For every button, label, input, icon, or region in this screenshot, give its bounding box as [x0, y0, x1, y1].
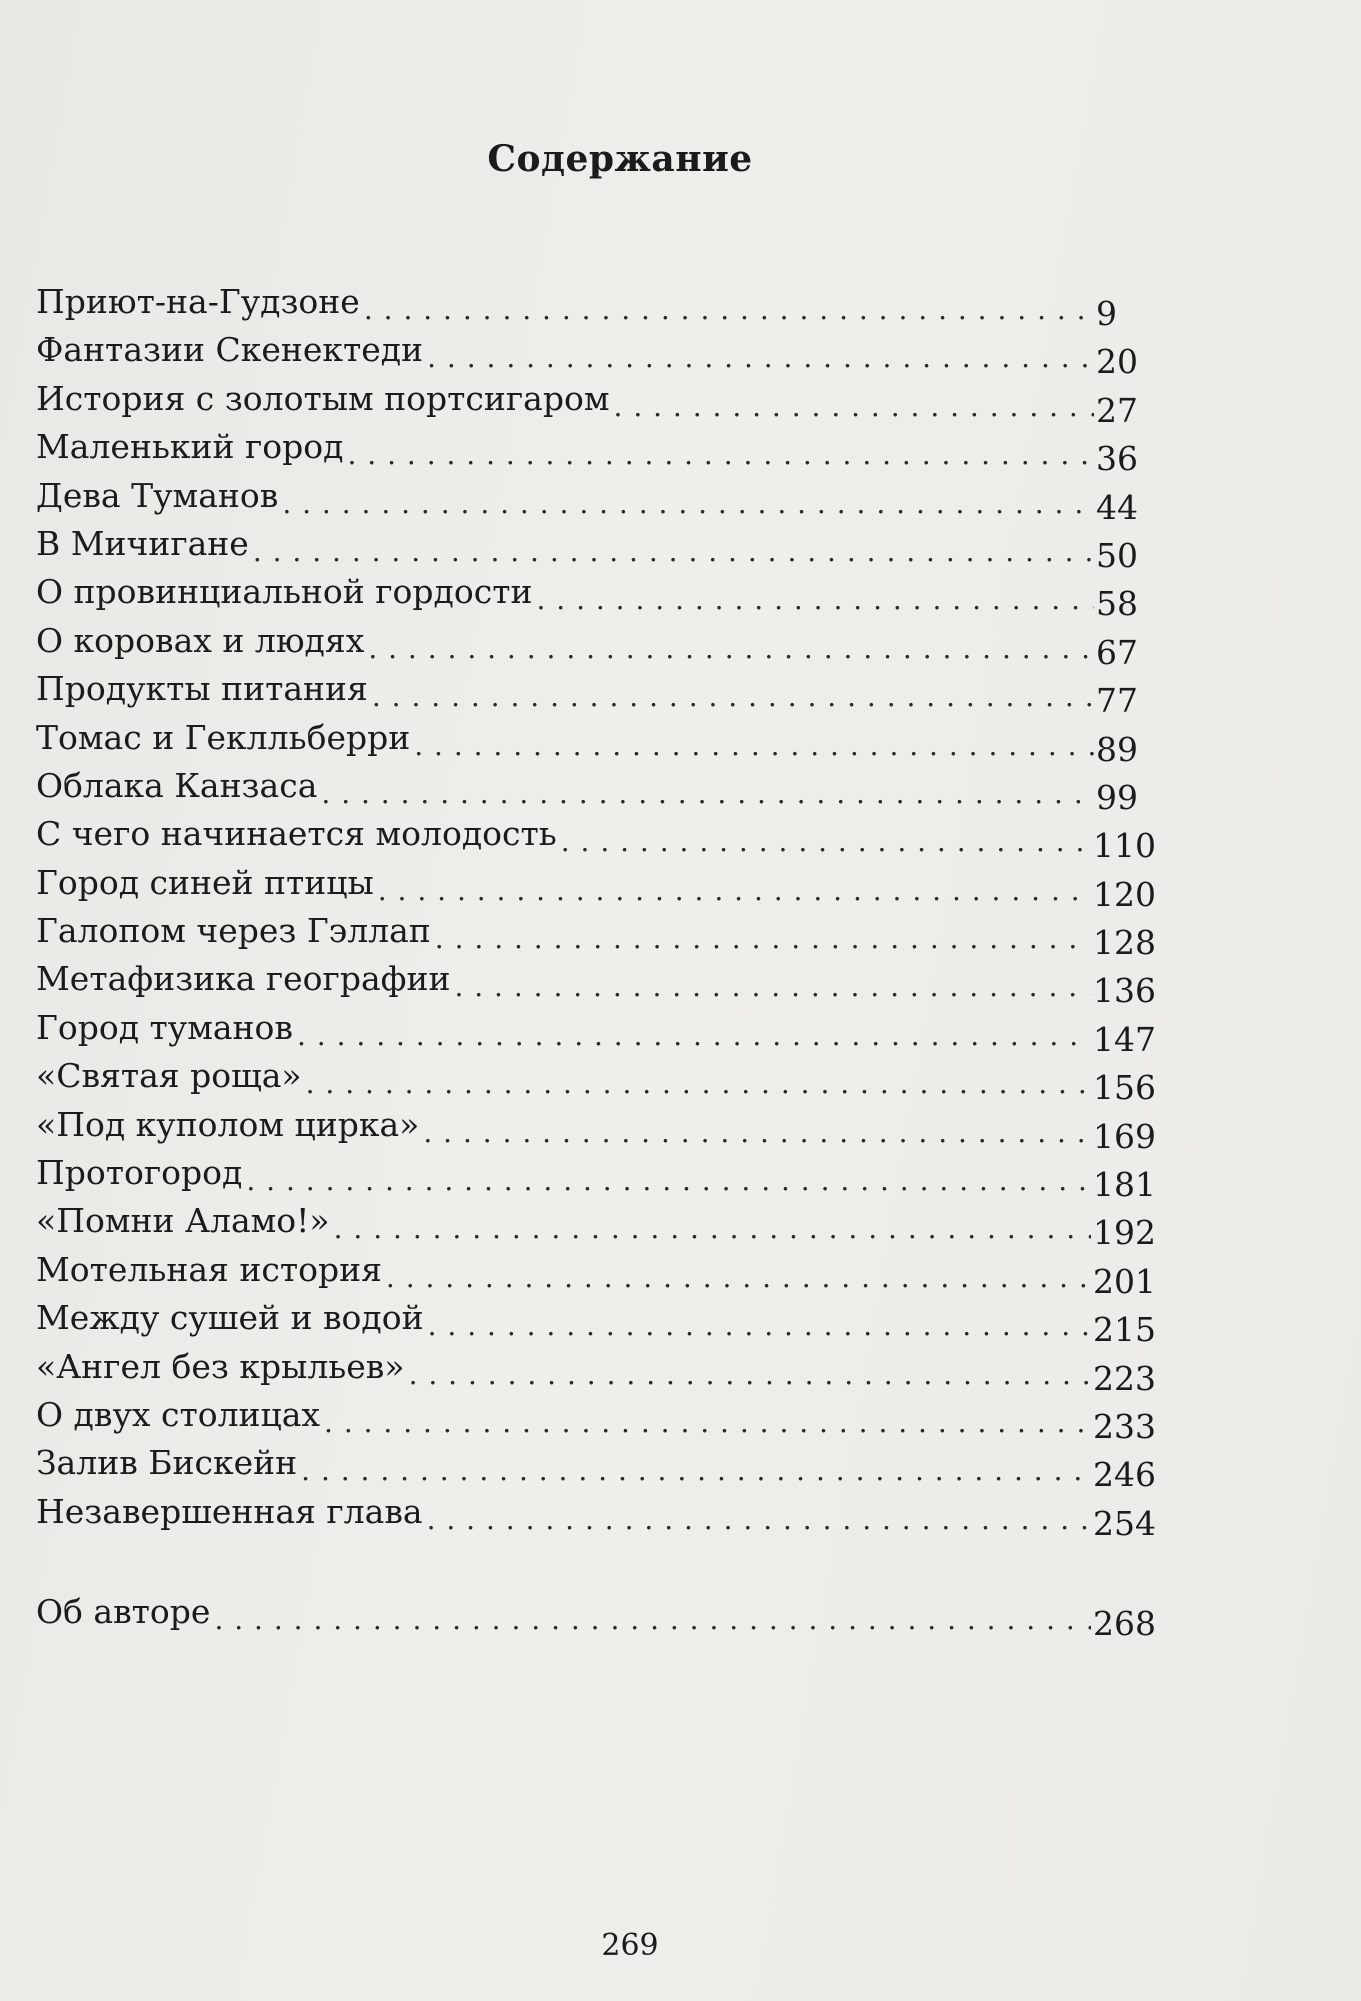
toc-entry — [36, 1391, 1156, 1446]
toc-entry-page: 254 — [1093, 1503, 1156, 1543]
toc-entry-page: 169 — [1093, 1116, 1156, 1156]
toc-entry-page: 120 — [1093, 874, 1156, 914]
dot-leader — [423, 1109, 1091, 1157]
toc-entry — [36, 762, 1156, 817]
toc-entry-page: 201 — [1093, 1261, 1156, 1301]
dot-leader — [372, 673, 1094, 721]
toc-entry-about-author — [36, 1588, 1156, 1644]
toc-entry-page: 223 — [1093, 1358, 1156, 1398]
toc-entry-page: 246 — [1093, 1455, 1156, 1495]
toc-entry — [36, 859, 1156, 914]
toc-entry-title: О двух столицах — [36, 1394, 321, 1434]
dot-leader — [253, 528, 1094, 576]
page-number: 269 — [601, 1928, 659, 1963]
toc-entry — [36, 326, 1156, 382]
table-of-contents — [36, 278, 1156, 1644]
toc-entry-title: «Ангел без крыльев» — [36, 1346, 405, 1386]
toc-entry-title: Облака Канзаса — [36, 765, 318, 805]
dot-leader — [246, 1157, 1091, 1205]
toc-entry-title: Между сушей и водой — [36, 1298, 424, 1338]
dot-leader — [297, 1012, 1091, 1060]
dot-leader — [301, 1447, 1091, 1495]
toc-entry-title: Фантазии Скенектеди — [36, 330, 424, 370]
toc-entry-page: 50 — [1096, 535, 1138, 575]
dot-leader — [414, 722, 1094, 770]
dot-leader — [409, 1351, 1091, 1399]
dot-leader — [282, 480, 1094, 528]
toc-entry-title: «Помни Аламо!» — [36, 1201, 330, 1241]
toc-entry-title: Мотельная история — [36, 1249, 382, 1289]
toc-entry — [36, 810, 1156, 866]
toc-entry-page: 44 — [1096, 487, 1138, 527]
toc-entry-page: 99 — [1096, 777, 1138, 817]
toc-entry-title: Продукты питания — [36, 669, 368, 709]
page-title: Содержание — [487, 138, 753, 180]
dot-leader — [536, 576, 1094, 624]
dot-leader — [364, 286, 1094, 334]
toc-entry — [36, 714, 1156, 769]
toc-entry — [36, 1004, 1156, 1059]
toc-entry — [36, 1101, 1156, 1156]
toc-entry-page: 181 — [1093, 1165, 1156, 1205]
toc-entry — [36, 907, 1156, 963]
toc-entry-page: 36 — [1096, 439, 1138, 479]
toc-entry-title: Об авторе — [36, 1592, 211, 1632]
toc-entry — [36, 278, 1156, 333]
toc-entry-page: 27 — [1096, 390, 1138, 430]
toc-entry — [36, 1149, 1156, 1205]
toc-entry-title: С чего начинается молодость — [36, 814, 557, 854]
toc-entry-title: Приют-на-Гудзоне — [36, 282, 360, 321]
toc-entry-page: 215 — [1093, 1310, 1156, 1350]
toc-entry — [36, 1052, 1156, 1108]
toc-entry — [36, 665, 1156, 721]
toc-entry-page: 147 — [1093, 1019, 1156, 1059]
dot-leader — [306, 1060, 1091, 1108]
dot-leader — [427, 334, 1094, 382]
toc-entry-title: Город туманов — [36, 1007, 293, 1047]
toc-entry-title: «Святая роща» — [36, 1056, 302, 1096]
toc-entry-page: 67 — [1096, 632, 1138, 672]
toc-entry-title: Галопом через Гэллап — [36, 911, 431, 951]
toc-entry — [36, 1294, 1156, 1350]
toc-entry-page: 9 — [1096, 294, 1117, 333]
toc-entry-title: Томас и Геклльберри — [36, 717, 411, 757]
toc-entry — [36, 1439, 1156, 1495]
toc-entry-page: 233 — [1093, 1406, 1156, 1446]
toc-entry-page: 268 — [1093, 1604, 1156, 1644]
toc-entry-title: О коровах и людях — [36, 620, 365, 660]
toc-entry — [36, 1197, 1156, 1253]
dot-leader — [324, 1399, 1091, 1447]
toc-entry-page: 128 — [1093, 923, 1156, 963]
dot-leader — [561, 818, 1091, 866]
dot-leader — [348, 431, 1095, 479]
toc-entry-page: 58 — [1096, 584, 1138, 624]
toc-entry-title: Залив Бискейн — [36, 1443, 298, 1483]
toc-entry-title: Незавершенная глава — [36, 1491, 423, 1531]
toc-entry-title: Город синей птицы — [36, 862, 374, 902]
dot-leader — [386, 1254, 1091, 1302]
dot-leader — [454, 963, 1091, 1011]
toc-entry — [36, 617, 1156, 672]
toc-entry — [36, 568, 1156, 624]
toc-entry-title: В Мичигане — [36, 523, 249, 563]
toc-entry-page: 156 — [1093, 1068, 1156, 1108]
dot-leader — [321, 770, 1094, 818]
dot-leader — [614, 383, 1094, 431]
toc-entry-title: Маленький город — [36, 427, 344, 467]
toc-entry — [36, 423, 1156, 479]
toc-entry — [36, 472, 1156, 527]
toc-entry-title: О провинциальной гордости — [36, 572, 533, 612]
dot-leader — [368, 625, 1094, 673]
toc-entry-page: 77 — [1096, 681, 1138, 721]
toc-entry-page: 192 — [1093, 1213, 1156, 1253]
toc-entry — [36, 1343, 1156, 1398]
toc-entry — [36, 955, 1156, 1011]
toc-entry-page: 89 — [1096, 729, 1138, 769]
toc-entry-title: История с золотым портсигаром — [36, 378, 610, 418]
toc-entry-page: 20 — [1096, 342, 1138, 382]
toc-entry-page: 110 — [1093, 826, 1156, 866]
toc-entry-title: Метафизика географии — [36, 959, 451, 999]
toc-entry — [36, 1246, 1156, 1301]
toc-entry-page: 136 — [1093, 971, 1156, 1011]
dot-leader — [427, 1496, 1091, 1544]
toc-entry-title: Дева Туманов — [36, 475, 279, 515]
toc-entry — [36, 1488, 1156, 1543]
toc-entry-title: «Под куполом цирка» — [36, 1104, 420, 1144]
toc-entry-title: Протогород — [36, 1153, 243, 1193]
dot-leader — [435, 915, 1091, 963]
dot-leader — [428, 1302, 1091, 1350]
toc-entry — [36, 520, 1156, 575]
dot-leader — [214, 1596, 1091, 1644]
dot-leader — [378, 867, 1091, 915]
dot-leader — [334, 1205, 1091, 1253]
